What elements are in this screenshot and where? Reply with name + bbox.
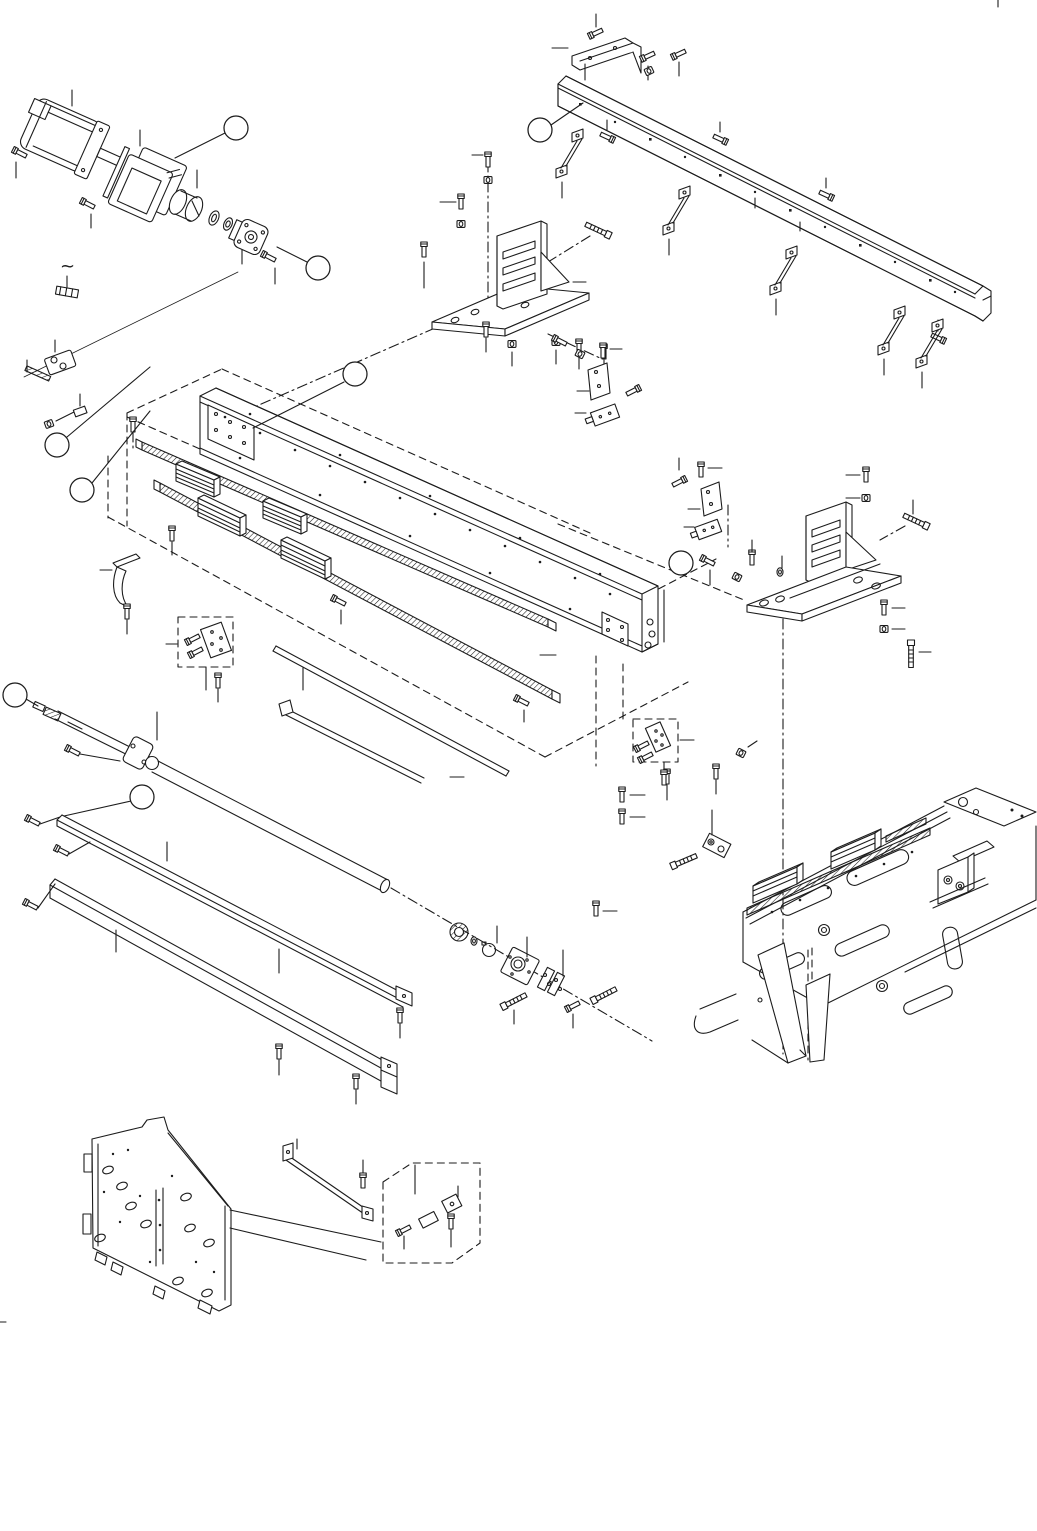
balloon-9	[130, 785, 154, 809]
side-frame-assembly	[619, 719, 1036, 1063]
ground-terminal	[55, 286, 78, 298]
guide-block	[263, 498, 307, 534]
angle-plate-upper	[24, 815, 412, 1038]
mounting-panel-assembly	[83, 1117, 480, 1314]
solenoid-block	[25, 340, 76, 381]
hanger-strap	[556, 129, 583, 178]
side-frame	[694, 788, 1036, 1063]
switch-bracket	[588, 363, 610, 400]
construction-lines	[24, 162, 812, 1060]
support-bracket-right	[699, 467, 931, 668]
frame-leg	[806, 974, 830, 1062]
hanger-strap	[663, 186, 690, 235]
screw-shaft	[152, 761, 392, 894]
cover-strip	[273, 646, 509, 777]
balloon-2	[306, 256, 330, 280]
cross-beam-assembly	[552, 14, 991, 388]
bearing	[450, 923, 468, 941]
belt-clamp	[100, 554, 140, 634]
carriage-rail-assembly	[25, 340, 664, 783]
balloon-4	[343, 362, 367, 386]
panel-bracket	[283, 1139, 373, 1221]
guide-block	[281, 537, 331, 579]
spacer-ring	[207, 209, 221, 226]
switch-bracket	[701, 482, 722, 516]
balloon-5	[45, 433, 69, 457]
bearing-flange	[122, 712, 159, 770]
balloon-6	[70, 478, 94, 502]
sensor-detail-box	[166, 617, 233, 702]
balloon-8	[3, 683, 27, 707]
limit-switch-lower	[671, 458, 722, 542]
guide-block	[198, 495, 246, 536]
support-bracket-left	[421, 152, 612, 374]
top-bracket	[552, 38, 641, 80]
cable-block	[670, 810, 731, 870]
balloon-1	[224, 116, 248, 140]
mounting-panel	[83, 1117, 231, 1314]
bearing-housing	[500, 947, 539, 986]
sensor-assembly-box	[383, 1163, 480, 1263]
micro-switch	[584, 404, 620, 428]
leadscrew-assembly	[33, 701, 618, 1028]
cover-strip-2	[279, 700, 424, 783]
frame-leg	[752, 943, 806, 1063]
balloon-3	[528, 118, 552, 142]
ground-symbol: ~	[60, 256, 76, 277]
hanger-strap	[916, 319, 943, 368]
limit-switch-upper	[551, 335, 641, 429]
sensor-plate-box	[633, 719, 694, 785]
hanger-strap	[878, 306, 905, 355]
hanger-strap	[770, 246, 797, 295]
angle-plate-lower	[22, 879, 397, 1104]
balloon-7	[669, 551, 693, 575]
micro-switch	[689, 519, 722, 541]
